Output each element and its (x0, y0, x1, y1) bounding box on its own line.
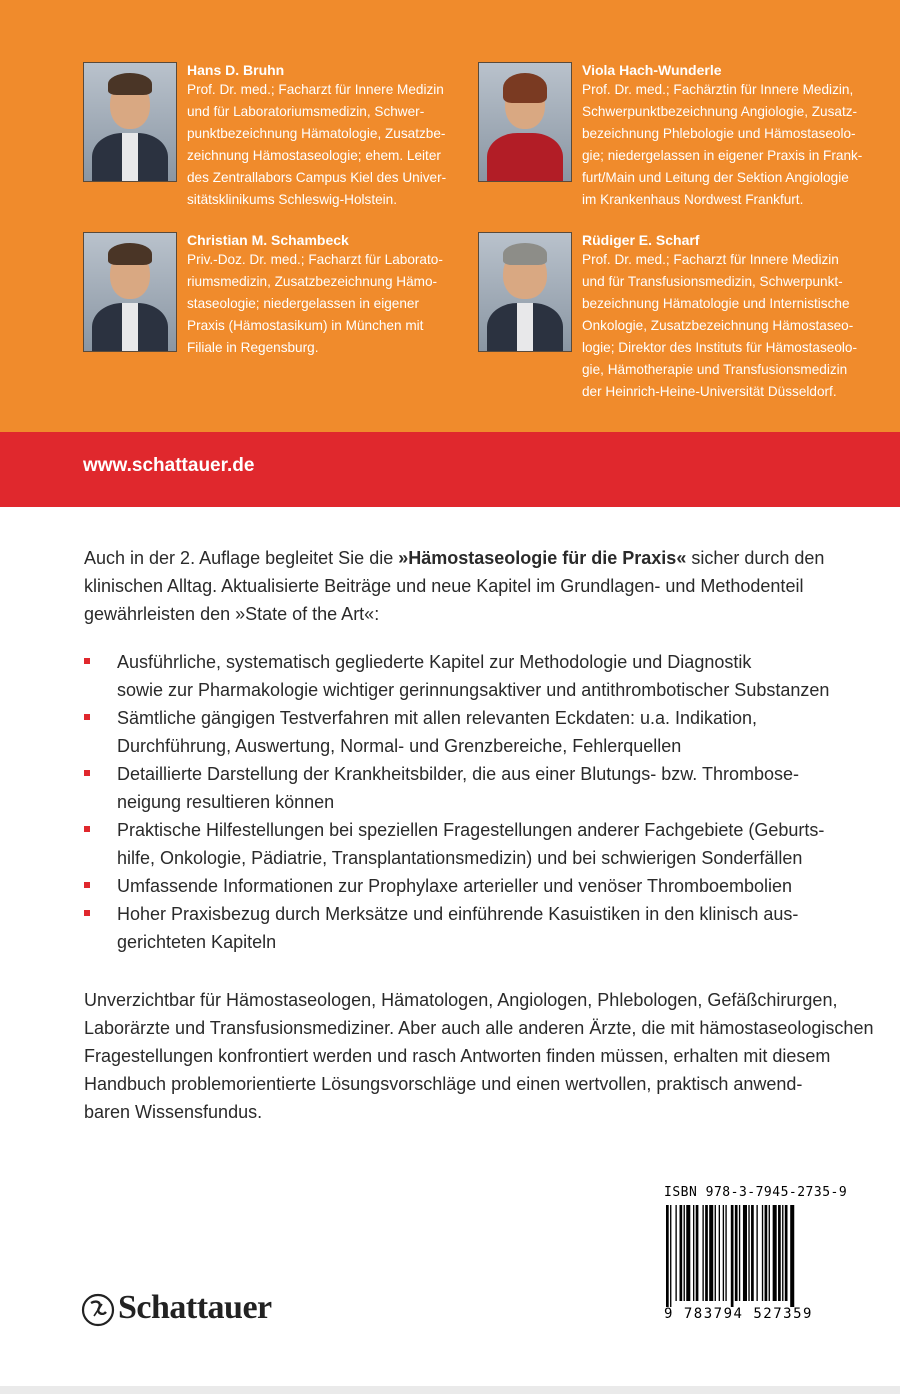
barcode-bar (782, 1205, 783, 1301)
barcode-bar (785, 1205, 788, 1301)
author-bio-line: bezeichnung Hämatologie und Internistische (582, 296, 850, 311)
closing-text: Handbuch problemorientierte Lösungsvorschläge und einen wertvollen, praktisch anwend- (84, 1074, 803, 1094)
bottom-edge (0, 1386, 900, 1394)
intro-text: klinischen Alltag. Aktualisierte Beiträge und neue Kapitel im Grundlagen- und Methodenteil (84, 576, 804, 596)
list-item-text: Durchführung, Auswertung, Normal- und Grenzbereiche, Fehlerquellen (117, 736, 682, 756)
barcode-bar (778, 1205, 781, 1301)
list-item-text: hilfe, Onkologie, Pädiatrie, Transplantationsmedizin) und bei schwierigen Sonderfällen (117, 848, 803, 868)
barcode-bar (686, 1205, 690, 1301)
author-bio-line: Prof. Dr. med.; Facharzt für Innere Medizin (187, 82, 444, 97)
bullet-square-icon (84, 826, 90, 832)
author-bio-line: riumsmedizin, Zusatzbezeichnung Hämo- (187, 274, 438, 289)
list-item-text: neigung resultieren können (117, 792, 335, 812)
barcode-bar (702, 1205, 703, 1301)
barcode-bar (684, 1205, 685, 1301)
author-bio-line: und für Laboratoriumsmedizin, Schwer- (187, 104, 425, 119)
list-item-text: Hoher Praxisbezug durch Merksätze und einführende Kasuistiken in den klinisch aus- (117, 904, 799, 924)
author-bio-line: im Krankenhaus Nordwest Frankfurt. (582, 192, 804, 207)
author-bio-line: Filiale in Regensburg. (187, 340, 319, 355)
author-bio-line: und für Transfusionsmedizin, Schwerpunkt- (582, 274, 843, 289)
closing-text: baren Wissensfundus. (84, 1102, 263, 1122)
barcode-bar (762, 1205, 763, 1301)
barcode-bar (725, 1205, 726, 1301)
bullet-square-icon (84, 882, 90, 888)
author-photo-hach-wunderle (478, 62, 572, 182)
author-bio-line: staseologie; niedergelassen in eigener (187, 296, 420, 311)
barcode (664, 1205, 840, 1307)
author-bio-line: Schwerpunktbezeichnung Angiologie, Zusatz- (582, 104, 858, 119)
barcode-bar (790, 1205, 794, 1307)
closing-paragraph (84, 986, 874, 1126)
barcode-bar (696, 1205, 699, 1301)
closing-text: Unverzichtbar für Hämostaseologen, Hämatologen, Angiologen, Phlebologen, Gefäßchirurgen, (84, 990, 838, 1010)
barcode-bar (739, 1205, 740, 1301)
author-photo-schambeck (83, 232, 177, 352)
barcode-bar (715, 1205, 716, 1301)
author-name: Viola Hach-Wunderle (582, 62, 722, 78)
barcode-bar (675, 1205, 676, 1301)
author-name: Hans D. Bruhn (187, 62, 285, 78)
author-bio-line: furt/Main und Leitung der Sektion Angiologie (582, 170, 849, 185)
list-item-text: Detaillierte Darstellung der Krankheitsbilder, die aus einer Blutungs- bzw. Thrombose- (117, 764, 800, 784)
barcode-bar (756, 1205, 757, 1301)
author-photo-scharf (478, 232, 572, 352)
author-bio-line: sitätsklinikums Schleswig-Holstein. (187, 192, 398, 207)
barcode-digits: 9 783794 527359 (664, 1306, 813, 1322)
barcode-bar (751, 1205, 754, 1301)
bullet-square-icon (84, 770, 90, 776)
barcode-bar (670, 1205, 671, 1307)
publisher-name: Schattauer (118, 1289, 272, 1326)
closing-text: Laborärzte und Transfusionsmediziner. Aber auch alle anderen Ärzte, die mit hämostaseologischen (84, 1018, 874, 1038)
barcode-bar (765, 1205, 768, 1301)
list-item-text: gerichteten Kapiteln (117, 932, 277, 952)
author-name: Rüdiger E. Scharf (582, 232, 700, 248)
intro-text: Auch in der 2. Auflage begleitet Sie die (84, 548, 399, 568)
author-bio-line: gie; niedergelassen in eigener Praxis in Frank- (582, 148, 863, 163)
barcode-bar (735, 1205, 738, 1301)
isbn-label: ISBN 978-3-7945-2735-9 (664, 1185, 848, 1200)
author-bio-line: gie, Hämotherapie und Transfusionsmedizin (582, 362, 848, 377)
list-item-text: Umfassende Informationen zur Prophylaxe arterieller und venöser Thromboembolien (117, 876, 793, 896)
barcode-bar (693, 1205, 694, 1301)
author-bio-line: Prof. Dr. med.; Facharzt für Innere Medizin (582, 252, 839, 267)
list-item-text: sowie zur Pharmakologie wichtiger gerinnungsaktiver und antithrombotischer Substanzen (117, 680, 830, 700)
barcode-bar (743, 1205, 747, 1301)
author-bio-line: zeichnung Hämostaseologie; ehem. Leiter (187, 148, 441, 163)
barcode-bar (773, 1205, 777, 1301)
publisher-url-link[interactable]: www.schattauer.de (83, 455, 255, 476)
author-bio-line: logie; Direktor des Instituts für Hämostaseolo- (582, 340, 858, 355)
intro-text: gewährleisten den »State of the Art«: (84, 604, 380, 624)
bullet-square-icon (84, 910, 90, 916)
barcode-bar (709, 1205, 713, 1301)
barcode-bar (731, 1205, 734, 1307)
author-bio-line: Priv.-Doz. Dr. med.; Facharzt für Laborato- (187, 252, 443, 267)
author-photo-bruhn (83, 62, 177, 182)
list-item-text: Sämtliche gängigen Testverfahren mit allen relevanten Eckdaten: u.a. Indikation, (117, 708, 758, 728)
author-bio-line: Prof. Dr. med.; Fachärztin für Innere Medizin, (582, 82, 854, 97)
barcode-bar (680, 1205, 683, 1301)
intro-paragraph (84, 544, 864, 628)
barcode-bar (719, 1205, 720, 1301)
publisher-logo-icon (80, 1290, 116, 1330)
barcode-bar (723, 1205, 724, 1301)
bullet-square-icon (84, 714, 90, 720)
book-title: »Hämostaseologie für die Praxis« (398, 548, 687, 568)
list-item-text: Ausführliche, systematisch gegliederte Kapitel zur Methodologie und Diagnostik (117, 652, 752, 672)
bullet-square-icon (84, 658, 90, 664)
intro-text: sicher durch den (686, 548, 825, 568)
author-bio-line: der Heinrich-Heine-Universität Düsseldorf. (582, 384, 837, 399)
author-bio-line: Onkologie, Zusatzbezeichnung Hämostaseo- (582, 318, 854, 333)
author-bio-line: Praxis (Hämostasikum) in München mit (187, 318, 424, 333)
author-bio-line: bezeichnung Phlebologie und Hämostaseolo- (582, 126, 856, 141)
closing-text: Fragestellungen konfrontiert werden und rasch Antworten finden müssen, erhalten mit diesem (84, 1046, 831, 1066)
author-bio-line: punktbezeichnung Hämatologie, Zusatzbe- (187, 126, 446, 141)
barcode-bar (748, 1205, 749, 1301)
list-item-text: Praktische Hilfestellungen bei speziellen Fragestellungen anderer Fachgebiete (Geburts- (117, 820, 825, 840)
barcode-bar (666, 1205, 669, 1307)
author-name: Christian M. Schambeck (187, 232, 349, 248)
barcode-bar (769, 1205, 770, 1301)
barcode-bar (705, 1205, 708, 1301)
author-bio-line: des Zentrallabors Campus Kiel des Univer- (187, 170, 447, 185)
